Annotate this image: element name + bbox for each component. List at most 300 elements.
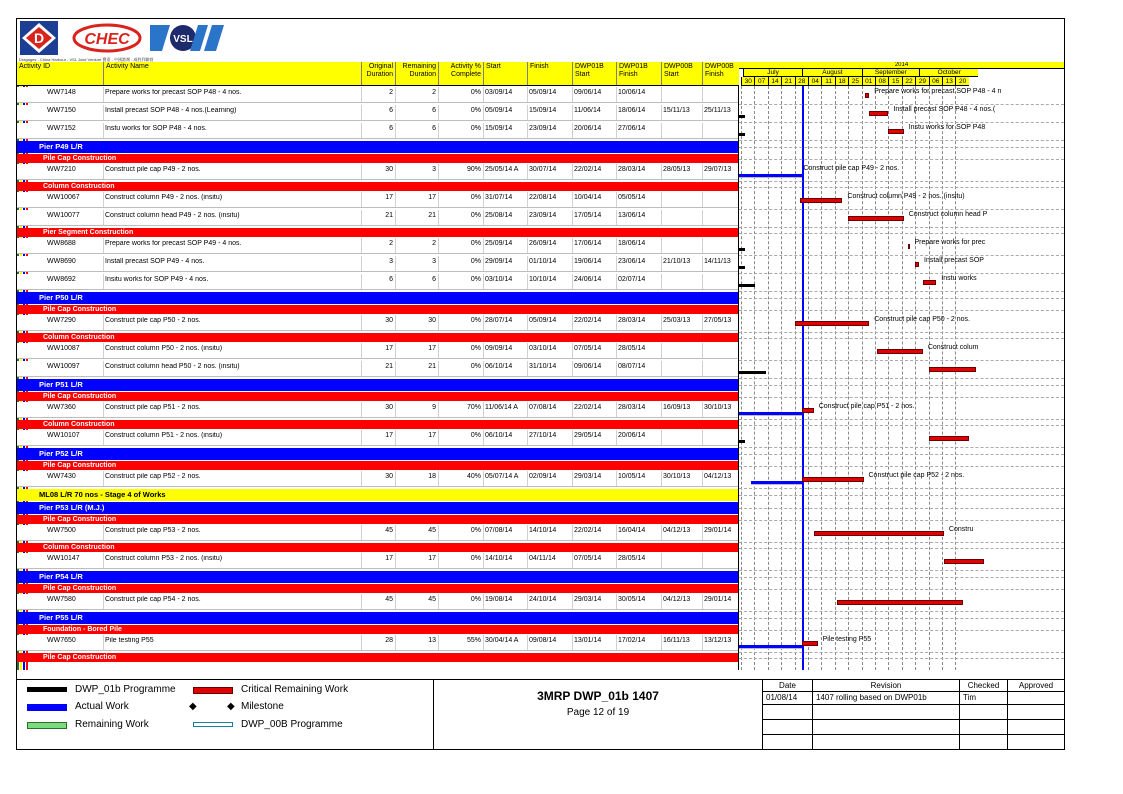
wbs-band-stage[interactable]: Column Construction xyxy=(17,182,739,191)
activity-pct: 0% xyxy=(470,555,481,562)
column-divider xyxy=(103,525,104,540)
dwp01b-start: 07/05/14 xyxy=(574,345,602,352)
dwp01b-finish: 28/03/14 xyxy=(618,317,646,324)
dwp01b-start: 24/06/14 xyxy=(574,276,602,283)
gantt-critical-bar[interactable] xyxy=(877,349,923,354)
gantt-row-divider xyxy=(739,360,1064,361)
column-divider xyxy=(438,105,439,120)
gantt-row-divider xyxy=(739,378,1064,379)
header-activity-id[interactable]: Activity ID xyxy=(19,63,51,70)
column-divider xyxy=(483,553,484,568)
column-divider xyxy=(483,123,484,138)
column-divider xyxy=(103,635,104,650)
column-divider xyxy=(661,210,662,225)
gantt-bar-label: Construct column P49 - 2 nos. (insitu) xyxy=(847,193,965,200)
activity-pct: 0% xyxy=(470,276,481,283)
column-divider xyxy=(661,87,662,102)
start-date: 15/09/14 xyxy=(485,125,513,132)
column-divider xyxy=(527,123,528,138)
column-divider xyxy=(361,315,362,330)
column-divider xyxy=(483,635,484,650)
gantt-row-divider xyxy=(739,255,1064,256)
column-divider xyxy=(483,430,484,445)
column-divider xyxy=(438,274,439,289)
activity-name: Instu works for SOP P48 - 4 nos. xyxy=(105,125,207,132)
timescale-week: 07 xyxy=(754,77,767,86)
column-divider xyxy=(361,256,362,271)
column-divider xyxy=(572,361,573,376)
table-row[interactable] xyxy=(17,87,739,103)
gantt-row-divider xyxy=(739,187,1064,188)
column-divider xyxy=(616,274,617,289)
revision-table xyxy=(763,680,1065,750)
activity-pct: 0% xyxy=(470,258,481,265)
activity-id: WW7290 xyxy=(47,317,76,324)
dwp01b-finish: 27/06/14 xyxy=(618,125,646,132)
gantt-row-divider xyxy=(739,577,1064,578)
original-duration: 17 xyxy=(385,194,393,201)
table-row[interactable] xyxy=(17,525,739,541)
activity-id: WW8688 xyxy=(47,240,76,247)
gantt-baseline-bar xyxy=(739,266,745,269)
logo-caption: Dragages - China Harbour - VSL Joint Venture 寶嘉 - 中國港灣 - 威胜利聯營 xyxy=(19,57,154,62)
column-divider xyxy=(483,238,484,253)
column-divider xyxy=(702,635,703,650)
finish-date: 04/11/14 xyxy=(529,555,556,562)
column-divider xyxy=(572,471,573,486)
column-divider xyxy=(702,402,703,417)
start-date: 19/08/14 xyxy=(485,596,513,603)
table-row[interactable] xyxy=(17,210,739,226)
header-dwp01b-start[interactable]: DWP01B Start xyxy=(572,62,616,85)
timescale-week: 21 xyxy=(781,77,794,86)
column-divider xyxy=(361,635,362,650)
gantt-actual-bar[interactable] xyxy=(739,174,802,178)
wbs-band-stage[interactable]: Column Construction xyxy=(17,420,739,429)
dwp00b-start: 04/12/13 xyxy=(663,596,691,603)
dwp00b-finish: 29/01/14 xyxy=(704,596,732,603)
dwp01b-start: 20/06/14 xyxy=(574,125,602,132)
column-divider xyxy=(103,402,104,417)
finish-date: 26/09/14 xyxy=(529,240,557,247)
column-divider xyxy=(395,361,396,376)
wbs-band-stage[interactable]: Pile Cap Construction xyxy=(17,154,739,163)
revision-checked: Tim xyxy=(960,692,1008,705)
activity-name: Construct pile cap P52 - 2 nos. xyxy=(105,473,201,480)
column-divider xyxy=(483,361,484,376)
column-divider xyxy=(483,256,484,271)
start-date: 07/08/14 xyxy=(485,527,513,534)
finish-date: 23/09/14 xyxy=(529,125,557,132)
column-divider xyxy=(527,192,528,207)
column-divider xyxy=(103,256,104,271)
wbs-band-stage[interactable]: Pile Cap Construction xyxy=(17,461,739,470)
original-duration: 2 xyxy=(389,240,393,247)
gantt-row-divider xyxy=(739,466,1064,467)
header-dwp00b-finish[interactable]: DWP00B Finish xyxy=(702,62,739,85)
column-divider xyxy=(527,430,528,445)
column-divider xyxy=(103,123,104,138)
remaining-duration: 6 xyxy=(432,107,436,114)
column-divider xyxy=(527,635,528,650)
gantt-critical-bar[interactable] xyxy=(848,216,904,221)
column-divider xyxy=(572,594,573,609)
legend-milestone-label: Milestone xyxy=(241,701,284,712)
revision-header-approved: Approved xyxy=(1008,680,1065,692)
remaining-duration: 17 xyxy=(428,555,436,562)
remaining-duration: 6 xyxy=(432,125,436,132)
column-divider xyxy=(483,87,484,102)
table-row[interactable] xyxy=(17,105,739,121)
column-divider xyxy=(616,105,617,120)
wbs-band-works[interactable]: ML08 L/R 70 nos - Stage 4 of Works xyxy=(17,489,739,501)
column-divider xyxy=(702,210,703,225)
wbs-band-stage[interactable]: Pile Cap Construction xyxy=(17,515,739,524)
activity-id: WW7430 xyxy=(47,473,76,480)
finish-date: 02/09/14 xyxy=(529,473,557,480)
column-divider xyxy=(616,123,617,138)
activity-pct: 0% xyxy=(470,89,481,96)
dwp01b-start: 17/05/14 xyxy=(574,212,602,219)
column-divider xyxy=(572,123,573,138)
column-divider xyxy=(361,123,362,138)
column-divider xyxy=(438,525,439,540)
dwp01b-finish: 16/04/14 xyxy=(618,527,646,534)
dragages-logo-text: D xyxy=(33,30,45,46)
column-divider xyxy=(572,87,573,102)
gantt-critical-bar[interactable] xyxy=(923,280,936,285)
chec-logo-icon xyxy=(72,23,142,53)
column-divider xyxy=(361,594,362,609)
wbs-band-pier[interactable]: Pier P55 L/R xyxy=(17,612,739,624)
column-divider xyxy=(661,164,662,179)
timescale-week: 28 xyxy=(795,77,808,86)
wbs-band-stage[interactable]: Foundation - Bored Pile xyxy=(17,625,739,634)
gantt-bar-label: Construct pile cap P51 - 2 nos. xyxy=(818,403,915,410)
revision-empty-cell xyxy=(763,705,813,720)
remaining-duration: 3 xyxy=(432,166,436,173)
remaining-duration: 21 xyxy=(428,212,436,219)
column-divider xyxy=(361,105,362,120)
table-row[interactable] xyxy=(17,635,739,651)
column-divider xyxy=(361,274,362,289)
table-row[interactable] xyxy=(17,471,739,487)
gantt-actual-bar[interactable] xyxy=(739,412,802,416)
dwp01b-start: 19/06/14 xyxy=(574,258,602,265)
start-date: 06/10/14 xyxy=(485,432,513,439)
column-divider xyxy=(103,553,104,568)
dwp01b-start: 29/05/14 xyxy=(574,432,602,439)
remaining-duration: 2 xyxy=(432,240,436,247)
column-divider xyxy=(483,105,484,120)
column-divider xyxy=(661,430,662,445)
activity-pct: 0% xyxy=(470,194,481,201)
column-divider xyxy=(395,635,396,650)
wbs-band-pier[interactable]: Pier P50 L/R xyxy=(17,292,739,304)
column-divider xyxy=(103,361,104,376)
dwp00b-start: 30/10/13 xyxy=(663,473,691,480)
activity-id: WW10107 xyxy=(47,432,80,439)
gantt-critical-bar[interactable] xyxy=(929,436,969,441)
column-divider xyxy=(661,315,662,330)
gantt-critical-bar[interactable] xyxy=(869,111,888,116)
column-divider xyxy=(527,105,528,120)
gantt-bar-label: Construct colum xyxy=(927,344,979,351)
revision-approved xyxy=(1008,692,1065,705)
dwp00b-finish: 04/12/13 xyxy=(704,473,732,480)
wbs-band-stage[interactable]: Pile Cap Construction xyxy=(17,653,739,662)
gantt-critical-bar[interactable] xyxy=(800,198,842,203)
dwp00b-start: 15/11/13 xyxy=(663,107,690,114)
start-date: 03/10/14 xyxy=(485,276,513,283)
dwp01b-start: 07/05/14 xyxy=(574,555,602,562)
wbs-band-stage[interactable]: Pile Cap Construction xyxy=(17,392,739,401)
gantt-critical-bar[interactable] xyxy=(908,244,910,249)
activity-name: Construct column P50 - 2 nos. (insitu) xyxy=(105,345,223,352)
timescale-week: 06 xyxy=(929,77,942,86)
header-dwp00b-start[interactable]: DWP00B Start xyxy=(661,62,702,85)
column-divider xyxy=(438,594,439,609)
column-divider xyxy=(395,525,396,540)
column-divider xyxy=(103,315,104,330)
legend-dwp01b-label: DWP_01b Programme xyxy=(75,684,176,695)
revision-empty-cell xyxy=(1008,720,1065,735)
gantt-bar-label: Construct pile cap P52 - 2 nos. xyxy=(868,472,965,479)
gantt-baseline-bar xyxy=(739,440,745,443)
header-remaining-duration[interactable]: Remaining Duration xyxy=(395,62,438,85)
activity-id: WW8690 xyxy=(47,258,76,265)
column-divider xyxy=(661,238,662,253)
column-divider xyxy=(572,402,573,417)
column-divider xyxy=(527,343,528,358)
header-dwp01b-finish[interactable]: DWP01B Finish xyxy=(616,62,661,85)
gantt-critical-bar[interactable] xyxy=(944,559,984,564)
activity-name: Install precast SOP P49 - 4 nos. xyxy=(105,258,205,265)
table-row[interactable] xyxy=(17,594,739,610)
start-date: 25/05/14 A xyxy=(485,166,519,173)
column-divider xyxy=(702,471,703,486)
column-divider xyxy=(616,594,617,609)
column-divider xyxy=(572,238,573,253)
wbs-band-stage[interactable]: Pile Cap Construction xyxy=(17,584,739,593)
column-divider xyxy=(438,164,439,179)
wbs-band-pier[interactable]: Pier P54 L/R xyxy=(17,571,739,583)
header-start[interactable]: Start xyxy=(483,62,527,85)
timescale-week: 22 xyxy=(902,77,915,86)
revision-header-checked: Checked xyxy=(960,680,1008,692)
table-row[interactable] xyxy=(17,315,739,331)
table-row[interactable] xyxy=(17,430,739,446)
column-divider xyxy=(395,274,396,289)
gantt-row-divider xyxy=(739,310,1064,311)
dwp01b-finish: 13/06/14 xyxy=(618,212,646,219)
start-date: 03/09/14 xyxy=(485,89,513,96)
wbs-band-stage[interactable]: Pile Cap Construction xyxy=(17,305,739,314)
column-divider xyxy=(483,315,484,330)
legend-actual-label: Actual Work xyxy=(75,701,129,712)
remaining-duration: 17 xyxy=(428,432,436,439)
column-divider xyxy=(661,402,662,417)
column-divider xyxy=(702,123,703,138)
revision-text: 1407 rolling based on DWP01b xyxy=(813,692,960,705)
table-row[interactable] xyxy=(17,402,739,418)
column-divider xyxy=(395,343,396,358)
dwp01b-finish: 23/06/14 xyxy=(618,258,646,265)
table-row[interactable] xyxy=(17,343,739,359)
gantt-row-divider xyxy=(739,227,1064,228)
original-duration: 6 xyxy=(389,107,393,114)
finish-date: 05/09/14 xyxy=(529,317,557,324)
wbs-band-pier[interactable]: Pier P49 L/R xyxy=(17,141,739,153)
gantt-row-divider xyxy=(739,520,1064,521)
activity-name: Construct column P51 - 2 nos. (insitu) xyxy=(105,432,223,439)
remaining-duration: 30 xyxy=(428,317,436,324)
wbs-band-stage[interactable]: Column Construction xyxy=(17,543,739,552)
wbs-band-stage[interactable]: Pier Segment Construction xyxy=(17,228,739,237)
gantt-bar-label: Install precast SOP xyxy=(924,257,984,264)
table-row[interactable] xyxy=(17,123,739,139)
column-divider xyxy=(438,402,439,417)
remaining-duration: 13 xyxy=(428,637,436,644)
gantt-critical-bar[interactable] xyxy=(888,129,903,134)
page-number: Page 12 of 19 xyxy=(566,707,630,718)
gantt-critical-bar[interactable] xyxy=(915,262,919,267)
column-divider xyxy=(483,343,484,358)
original-duration: 17 xyxy=(385,345,393,352)
wbs-band-pier[interactable]: Pier P51 L/R xyxy=(17,379,739,391)
dwp01b-finish: 10/05/14 xyxy=(618,473,646,480)
header-activity-name[interactable]: Activity Name xyxy=(103,62,361,85)
gantt-critical-bar[interactable] xyxy=(837,600,963,605)
dwp00b-start: 16/11/13 xyxy=(663,637,690,644)
timescale-week: 25 xyxy=(848,77,861,86)
original-duration: 30 xyxy=(385,166,393,173)
gantt-row-divider xyxy=(739,611,1064,612)
column-divider xyxy=(438,361,439,376)
activity-pct: 55% xyxy=(466,637,481,644)
finish-date: 30/07/14 xyxy=(529,166,557,173)
column-divider xyxy=(702,361,703,376)
remaining-duration: 45 xyxy=(428,527,436,534)
gantt-critical-bar[interactable] xyxy=(865,93,869,98)
column-divider xyxy=(527,315,528,330)
column-divider xyxy=(438,430,439,445)
gantt-critical-bar[interactable] xyxy=(814,531,944,536)
dwp01b-finish: 05/05/14 xyxy=(618,194,646,201)
remaining-duration: 9 xyxy=(432,404,436,411)
activity-id: WW8692 xyxy=(47,276,76,283)
start-date: 05/09/14 xyxy=(485,107,513,114)
activity-id: WW10147 xyxy=(47,555,80,562)
start-date: 25/08/14 xyxy=(485,212,513,219)
gantt-critical-bar[interactable] xyxy=(929,367,977,372)
gantt-critical-bar[interactable] xyxy=(802,477,863,482)
wbs-band-pier[interactable]: Pier P52 L/R xyxy=(17,448,739,460)
dwp01b-start: 09/06/14 xyxy=(574,89,602,96)
gantt-row-divider xyxy=(739,570,1064,571)
activity-pct: 0% xyxy=(470,432,481,439)
column-divider xyxy=(361,87,362,102)
revision-date: 01/08/14 xyxy=(763,692,813,705)
gantt-bar-label: Construct pile cap P50 - 2 nos. xyxy=(874,316,970,323)
document-title: 3MRP DWP_01b 1407 xyxy=(537,689,659,703)
dwp00b-finish: 14/11/13 xyxy=(704,258,731,265)
wbs-band-stage[interactable]: Column Construction xyxy=(17,333,739,342)
column-divider xyxy=(438,238,439,253)
gantt-actual-bar[interactable] xyxy=(739,645,802,649)
table-row[interactable] xyxy=(17,256,739,272)
column-divider xyxy=(527,525,528,540)
table-row[interactable] xyxy=(17,164,739,180)
activity-pct: 90% xyxy=(466,166,481,173)
wbs-band-pier[interactable]: Pier P53 L/R (M.J.) xyxy=(17,502,739,514)
header-original-duration[interactable]: Original Duration xyxy=(361,62,395,85)
table-row[interactable] xyxy=(17,361,739,377)
gantt-row-divider xyxy=(739,291,1064,292)
header-finish[interactable]: Finish xyxy=(527,62,572,85)
legend-critical-label: Critical Remaining Work xyxy=(241,684,349,695)
activity-name: Prepare works for precast SOP P48 - 4 nos. xyxy=(105,89,242,96)
gantt-critical-bar[interactable] xyxy=(802,408,813,413)
revision-empty-cell xyxy=(813,705,960,720)
column-divider xyxy=(616,402,617,417)
finish-date: 07/08/14 xyxy=(529,404,557,411)
original-duration: 6 xyxy=(389,276,393,283)
dwp00b-finish: 13/12/13 xyxy=(704,637,732,644)
column-divider xyxy=(103,343,104,358)
column-divider xyxy=(527,164,528,179)
gantt-row-divider xyxy=(739,338,1064,339)
header-activity-pct[interactable]: Activity % Complete xyxy=(438,62,483,85)
activity-name: Pile testing P55 xyxy=(105,637,154,644)
gantt-row-divider xyxy=(739,181,1064,182)
dwp00b-finish: 29/07/13 xyxy=(704,166,732,173)
start-date: 28/07/14 xyxy=(485,317,513,324)
gantt-actual-bar[interactable] xyxy=(751,481,803,485)
revision-empty-cell xyxy=(960,735,1008,750)
activity-name: Construct pile cap P50 - 2 nos. xyxy=(105,317,201,324)
gantt-row-divider xyxy=(739,652,1064,653)
gantt-row-divider xyxy=(739,495,1064,496)
vsl-logo-icon xyxy=(150,23,225,53)
dwp00b-finish: 27/05/13 xyxy=(704,317,732,324)
table-row[interactable] xyxy=(17,238,739,254)
column-divider xyxy=(616,471,617,486)
column-divider xyxy=(527,87,528,102)
gantt-bar-label: Construct column head P xyxy=(908,211,988,218)
start-date: 11/06/14 A xyxy=(485,404,518,411)
table-row[interactable] xyxy=(17,553,739,569)
gantt-critical-bar[interactable] xyxy=(802,641,817,646)
column-divider xyxy=(616,430,617,445)
gantt-row-divider xyxy=(739,488,1064,489)
column-divider xyxy=(438,123,439,138)
finish-date: 05/09/14 xyxy=(529,89,557,96)
column-divider xyxy=(661,361,662,376)
table-row[interactable] xyxy=(17,274,739,290)
column-divider xyxy=(438,192,439,207)
legend-milestone-diamond-icon: ◆ xyxy=(227,701,235,712)
column-divider xyxy=(483,164,484,179)
legend-milestone-diamond-icon: ◆ xyxy=(189,701,197,712)
table-row[interactable] xyxy=(17,192,739,208)
gantt-row-divider xyxy=(739,159,1064,160)
original-duration: 2 xyxy=(389,89,393,96)
gantt-critical-bar[interactable] xyxy=(795,321,870,326)
timescale-week: 14 xyxy=(768,77,781,86)
timescale-week: 11 xyxy=(821,77,834,86)
timescale-week: 20 xyxy=(955,77,968,86)
